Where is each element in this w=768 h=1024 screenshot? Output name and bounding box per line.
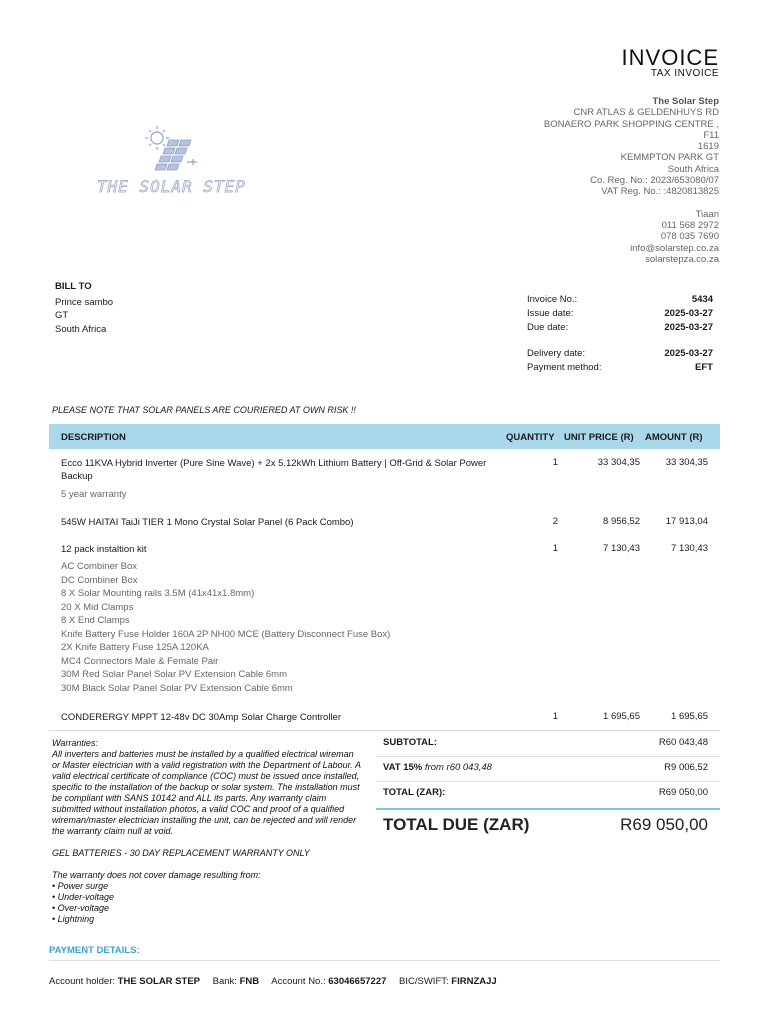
- item-sub-line: 8 X Solar Mounting rails 3.5M (41x41x1.8mm): [61, 588, 255, 599]
- bill-to-name: Prince sambo: [55, 296, 114, 308]
- item-amount: 7 130,43: [671, 543, 708, 554]
- item-unit-price: 7 130,43: [603, 543, 640, 554]
- item-description: 12 pack instaltion kit: [61, 544, 147, 555]
- bill-to-block: [55, 280, 113, 336]
- exclusion-item: • Lightning: [52, 914, 95, 924]
- item-amount: 1 695,65: [671, 711, 708, 722]
- meta-invoice-no: [527, 292, 713, 306]
- meta-delivery-date: [527, 346, 713, 360]
- warranty-heading: Warranties:: [52, 738, 98, 748]
- company-address-line: South Africa: [667, 163, 719, 175]
- bic-label: BIC/SWIFT:: [399, 976, 449, 987]
- invoice-meta: [527, 292, 713, 374]
- exclusion-item: • Over-voltage: [52, 903, 110, 913]
- contact-mobile: 078 035 7690: [660, 231, 719, 243]
- total-due-value: R69 050,00: [620, 815, 708, 834]
- item-quantity: 1: [552, 457, 558, 468]
- exclusion-item: • Under-voltage: [52, 892, 115, 902]
- logo-text: THE SOLAR STEP: [97, 177, 246, 196]
- vat-rate: VAT 15%: [383, 762, 423, 773]
- holder-label: Account holder:: [49, 976, 116, 987]
- company-address-line: 1619: [697, 141, 719, 153]
- item-description: 545W HAITAI TaiJi TIER 1 Mono Crystal Solar Panel (6 Pack Combo): [61, 517, 354, 528]
- item-unit-price: 8 956,52: [603, 516, 640, 527]
- meta-value: 2025-03-27: [664, 307, 713, 319]
- item-sub-line: 30M Black Solar Panel Solar PV Extension Cable 6mm: [61, 683, 293, 694]
- company-address-line: KEMMPTON PARK GT: [620, 152, 719, 164]
- items-table-header: [49, 424, 720, 449]
- item-sub-line: 20 X Mid Clamps: [61, 602, 134, 613]
- warranty-body: [52, 738, 362, 837]
- company-name: The Solar Step: [652, 96, 719, 107]
- invoice-title: INVOICE: [621, 45, 719, 70]
- meta-issue-date: [527, 306, 713, 320]
- meta-label: Delivery date:: [527, 347, 586, 359]
- meta-value: 2025-03-27: [664, 321, 713, 333]
- company-address-line: BONAERO PARK SHOPPING CENTRE ,: [543, 118, 719, 130]
- subtotal-value: R60 043,48: [658, 737, 708, 748]
- contact-phone: 011 568 2972: [661, 219, 719, 231]
- bill-to-country: South Africa: [55, 323, 107, 335]
- bank-value: FNB: [239, 976, 260, 987]
- item-quantity: 1: [552, 711, 558, 722]
- vat-row: [376, 757, 720, 781]
- item-quantity: 2: [552, 516, 558, 527]
- bank-label: Bank:: [212, 976, 237, 987]
- bill-to-label: BILL TO: [55, 281, 92, 292]
- item-amount: 33 304,35: [665, 457, 708, 468]
- item-sub-line: 8 X End Clamps: [61, 615, 130, 626]
- total-label: TOTAL (ZAR):: [383, 787, 446, 798]
- company-vat-reg: VAT Reg. No.: :4820813825: [601, 186, 719, 198]
- warranty-terms: [52, 738, 362, 925]
- meta-value: 2025-03-27: [664, 347, 713, 359]
- vat-from: from r60 043,48: [424, 762, 492, 773]
- warranty-gel: GEL BATTERIES - 30 DAY REPLACEMENT WARRANTY ONLY: [52, 848, 310, 858]
- bill-to-region: GT: [55, 310, 69, 321]
- contact-name: Tiaan: [695, 208, 719, 220]
- account-value: 63046657227: [328, 976, 387, 987]
- item-description: CONDERERGY MPPT 12-48v DC 30Amp Solar Charge Controller: [61, 712, 341, 723]
- item-sub-line: AC Combiner Box: [61, 561, 138, 572]
- payment-details: [49, 976, 497, 987]
- item-sub-line: Knife Battery Fuse Holder 160A 2P NH00 MCE (Battery Disconnect Fuse Box): [61, 629, 391, 640]
- item-sub-line: MC4 Connectors Male & Female Pair: [61, 656, 219, 667]
- totals-block: [376, 732, 720, 842]
- company-block: [459, 96, 719, 265]
- total-due-row: [376, 810, 720, 842]
- courier-notice: PLEASE NOTE THAT SOLAR PANELS ARE COURIERED AT OWN RISK !!: [52, 405, 356, 415]
- item-sub-line: 30M Red Solar Panel Solar PV Extension Cable 6mm: [61, 669, 288, 680]
- vat-label: [383, 762, 492, 773]
- company-address-line: F11: [703, 129, 719, 141]
- meta-due-date: [527, 320, 713, 334]
- contact-email: info@solarstep.co.za: [630, 242, 719, 254]
- exclusion-item: • Power surge: [52, 881, 109, 891]
- warranty-text: All inverters and batteries must be installed by a qualified electrical wireman or Master electrician with a valid registration with the Department of Labour. A valid electrical certificate of compliance (COC) must be issued once installed, specific to the installation of the backup or solar system. The installation must be compliant with SANS 10142 and ALL its parts. Any warranty claim submitted without installation photos, a valid COC and proof of a qualified wireman/master electrician installing the unit, can be rejected and will render the warranty claim null at void.: [52, 749, 361, 836]
- company-contact: [459, 209, 719, 265]
- meta-label: Due date:: [527, 321, 569, 333]
- meta-label: Payment method:: [527, 361, 602, 373]
- header-amount: AMOUNT (R): [645, 432, 703, 443]
- item-description: Ecco 11KVA Hybrid Inverter (Pure Sine Wave) + 2x 5.12kWh Lithium Battery | Off-Grid & Solar Power Backup: [61, 458, 487, 482]
- item-quantity: 1: [552, 543, 558, 554]
- subtotal-label: SUBTOTAL:: [383, 737, 438, 748]
- payment-details-title: PAYMENT DETAILS:: [49, 945, 140, 956]
- meta-label: Issue date:: [527, 307, 574, 319]
- company-address-line: CNR ATLAS & GELDENHUYS RD: [573, 107, 719, 119]
- header-unit-price: UNIT PRICE (R): [564, 432, 634, 443]
- total-value: R69 050,00: [658, 787, 708, 798]
- company-co-reg: Co. Reg. No.: 2023/653080/07: [590, 175, 719, 187]
- holder-value: THE SOLAR STEP: [117, 976, 200, 987]
- account-label: Account No.:: [271, 976, 326, 987]
- vat-value: R9 006,52: [664, 762, 708, 773]
- total-row: [376, 782, 720, 806]
- meta-value: EFT: [695, 361, 713, 373]
- meta-label: Invoice No.:: [527, 293, 578, 305]
- invoice-subtitle: TAX INVOICE: [650, 68, 719, 79]
- item-amount: 17 913,04: [665, 516, 708, 527]
- header-description: DESCRIPTION: [61, 432, 126, 443]
- subtotal-row: [376, 732, 720, 756]
- total-due-label: TOTAL DUE (ZAR): [383, 815, 530, 834]
- table-divider: [49, 730, 720, 731]
- company-logo: [95, 122, 255, 198]
- item-sub-line: 5 year warranty: [61, 489, 127, 500]
- item-sub-line: DC Combiner Box: [61, 575, 138, 586]
- header-quantity: QUANTITY: [506, 432, 555, 443]
- bic-value: FIRNZAJJ: [451, 976, 497, 987]
- meta-value: 5434: [691, 293, 713, 305]
- contact-website: solarstepza.co.za: [645, 253, 719, 265]
- meta-payment-method: [527, 360, 713, 374]
- item-sub-line: 2X Knife Battery Fuse 125A 120KA: [61, 642, 209, 653]
- item-unit-price: 1 695,65: [603, 711, 640, 722]
- item-unit-price: 33 304,35: [597, 457, 640, 468]
- warranty-exclusions: [52, 870, 362, 925]
- exclusions-heading: The warranty does not cover damage resulting from:: [52, 870, 261, 880]
- payment-divider: [49, 960, 720, 961]
- sun-solar-panel-icon: [145, 126, 197, 170]
